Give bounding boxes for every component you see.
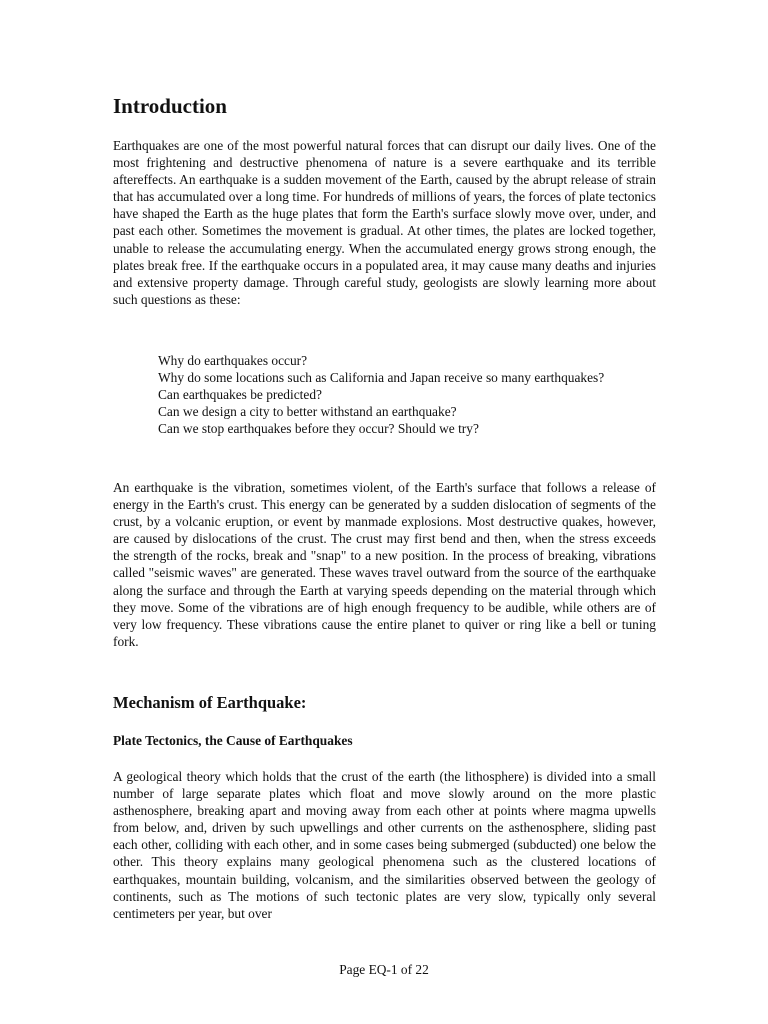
section-heading: Mechanism of Earthquake: [113,693,307,712]
list-item: Can earthquakes be predicted? [158,387,322,403]
page-footer: Page EQ-1 of 22 [339,962,429,977]
page-title: Introduction [113,94,227,118]
subsection-heading: Plate Tectonics, the Cause of Earthquakes [113,733,353,748]
question-list [158,352,656,437]
list-item: Why do earthquakes occur? [158,353,308,368]
intro-paragraph: Earthquakes are one of the most powerful natural forces that can disrupt our daily lives. One of the most frightening and destructive phenomena of nature is a severe earthquake and its terrible aftereffects. An earthquake is a sudden movement of the Earth, caused by the abrupt release of strain that has accumulated over a long time. For hundreds of millions of years, the forces of plate tectonics have shaped the Earth as the huge plates that form the Earth's surface slowly move over, under, and past each other. Sometimes the movement is gradual. At other times, the plates are locked together, unable to release the accumulating energy. When the accumulated energy grows strong enough, the plates break free. If the earthquake occurs in a populated area, it may cause many deaths and injuries and extensive property damage. Through careful study, geologists are slowly learning more about such questions as these: [113,138,656,307]
list-item: Can we stop earthquakes before they occur? Should we try? [158,421,479,437]
list-item: Why do some locations such as California and Japan receive so many earthquakes? [158,370,605,386]
list-item: Can we design a city to better withstand an earthquake? [158,404,457,420]
plate-tectonics-paragraph: A geological theory which holds that the crust of the earth (the lithosphere) is divided into a small number of large separate plates which float and move slowly around on the more plastic asthenosphere, breaking apart and moving away from each other at points where magma upwells from below, and, driven by such upwellings and other currents on the asthenosphere, sliding past each other, colliding with each other, and in some cases being submerged (subducted) one below the other. This theory explains many geological phenomena such as the clustered locations of earthquakes, mountain building, volcanism, and the similarities observed between the geology of continents, such as The motions of such tectonic plates are very slow, typically only several centimeters per year, but over [113,769,656,921]
earthquake-definition-paragraph: An earthquake is the vibration, sometimes violent, of the Earth's surface that follows a release of energy in the Earth's crust. This energy can be generated by a sudden dislocation of segments of the crust, by a volcanic eruption, or event by manmade explosions. Most destructive quakes, however, are caused by dislocations of the crust. The crust may first bend and then, when the stress exceeds the strength of the rocks, break and "snap" to a new position. In the process of breaking, vibrations called "seismic waves" are generated. These waves travel outward from the source of the earthquake along the surface and through the Earth at varying speeds depending on the material through which they move. Some of the vibrations are of high enough frequency to be audible, while others are of very low frequency. These vibrations cause the entire planet to quiver or ring like a bell or tuning fork. [113,480,656,649]
